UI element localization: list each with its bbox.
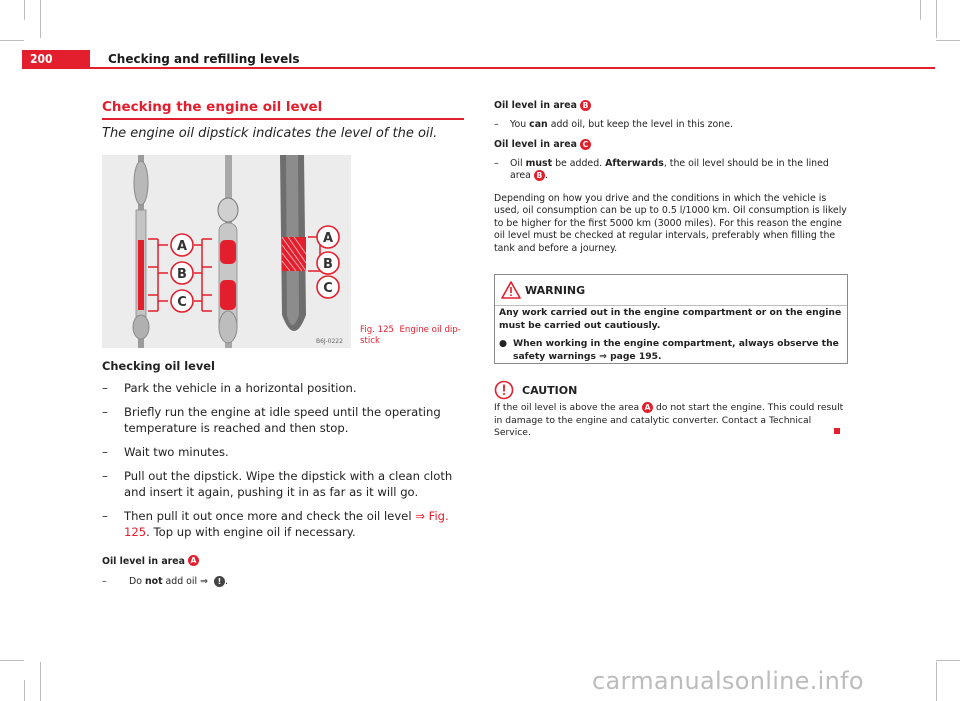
area-a-heading: Oil level in area A: [102, 552, 464, 570]
warning-title: WARNING: [525, 284, 586, 297]
dipstick-middle: [218, 155, 238, 348]
left-column: [102, 358, 464, 590]
step-item: – Park the vehicle in a horizontal position.: [102, 381, 357, 395]
dipstick-illustration: [102, 155, 351, 348]
caution-body: If the oil level is above the area A do not start the engine. This could result in damage to the engine and catalytic converter. Contact a Technical Service.: [494, 402, 844, 438]
crop-mark: [40, 0, 41, 38]
step-item: – Pull out the dipstick. Wipe the dipstick with a clean cloth and insert it again, pushing it in as far as it will go.: [102, 469, 453, 499]
fig-letter-a1: A: [176, 239, 188, 254]
area-a-marker-caution: A: [642, 402, 653, 413]
dipstick-left: [133, 155, 149, 348]
right-column: [494, 100, 848, 255]
crop-mark: [936, 0, 937, 38]
figure-code: B6J-0222: [316, 338, 343, 345]
warning-body: [499, 307, 843, 363]
warning-bullet: ● When working in the engine compartment, always observe the safety warnings ⇒ page 195.: [499, 338, 839, 362]
area-c-marker: C: [580, 139, 591, 150]
dipstick-figure: [102, 155, 351, 348]
warning-triangle-icon: [501, 281, 521, 299]
area-b-item: – You can add oil, but keep the level in this zone.: [494, 118, 733, 130]
crop-mark: [936, 662, 937, 701]
figure-caption-number: Fig. 125: [360, 325, 395, 335]
warning-box: [494, 274, 848, 364]
area-c-heading: Oil level in area C: [494, 139, 848, 152]
crop-mark: [0, 660, 24, 661]
warning-line: Any work carried out in the engine compartment or on the engine must be carried out cautiously.: [499, 307, 842, 331]
fig-letter-c2: C: [323, 281, 333, 296]
step-item: – Then pull it out once more and check the oil level ⇒ Fig. 125. Top up with engine oil if necessary.: [102, 509, 449, 539]
crop-mark: [24, 680, 25, 701]
level-letters: [171, 226, 339, 312]
figure-caption: [360, 325, 470, 347]
crop-mark: [936, 40, 960, 41]
crop-mark: [936, 660, 960, 661]
figure-link[interactable]: ⇒ Fig. 125: [124, 509, 449, 539]
area-b-heading: Oil level in area B: [494, 100, 848, 113]
fig-letter-a2: A: [322, 231, 334, 246]
area-c-item: – Oil must be added. Afterwards, the oil level should be in the lined area B .: [494, 157, 829, 181]
caution-title: CAUTION: [522, 384, 578, 397]
crop-mark: [920, 0, 921, 20]
consumption-paragraph: Depending on how you drive and the conditions in which the vehicle is used, oil consumption can be up to 0.5 l/1000 km. Oil consumption is likely to be higher for the first 5000 km (3000 miles). For this reason the engine oil level must be checked at regular intervals, preferably when filling the tank and before a journey.: [494, 192, 847, 254]
crop-mark: [40, 662, 41, 701]
chapter-title: Checking and refilling levels: [108, 52, 300, 66]
area-a-marker: A: [188, 555, 199, 566]
area-b-marker-inline: B: [534, 170, 545, 181]
section-subtitle: The engine oil dipstick indicates the level of the oil.: [102, 126, 438, 141]
caution-icon: [494, 380, 514, 400]
fig-letter-b1: B: [177, 267, 187, 282]
section-rule: [102, 118, 464, 120]
crop-mark: [24, 0, 25, 20]
area-a-item: – Do not add oil ⇒ ! .: [102, 576, 228, 587]
checking-heading: Checking oil level: [102, 359, 215, 373]
caution-ref-icon[interactable]: !: [214, 576, 225, 587]
crop-mark: [0, 40, 24, 41]
section-title: Checking the engine oil level: [102, 99, 323, 115]
fig-letter-b2: B: [323, 257, 333, 272]
watermark: carmanualsonline.info: [592, 667, 864, 695]
header-rule: [90, 67, 935, 69]
area-b-marker: B: [580, 100, 591, 111]
step-item: – Wait two minutes.: [102, 445, 229, 459]
section-end-mark: [834, 428, 840, 434]
warning-header: [495, 275, 847, 306]
dipstick-right: [280, 155, 306, 331]
figure-caption-text: Engine oil dip-stick: [360, 325, 461, 346]
fig-letter-c1: C: [177, 295, 187, 310]
page-number: 200: [22, 50, 90, 69]
step-item: – Briefly run the engine at idle speed until the operating temperature is reached and then stop.: [102, 405, 441, 435]
